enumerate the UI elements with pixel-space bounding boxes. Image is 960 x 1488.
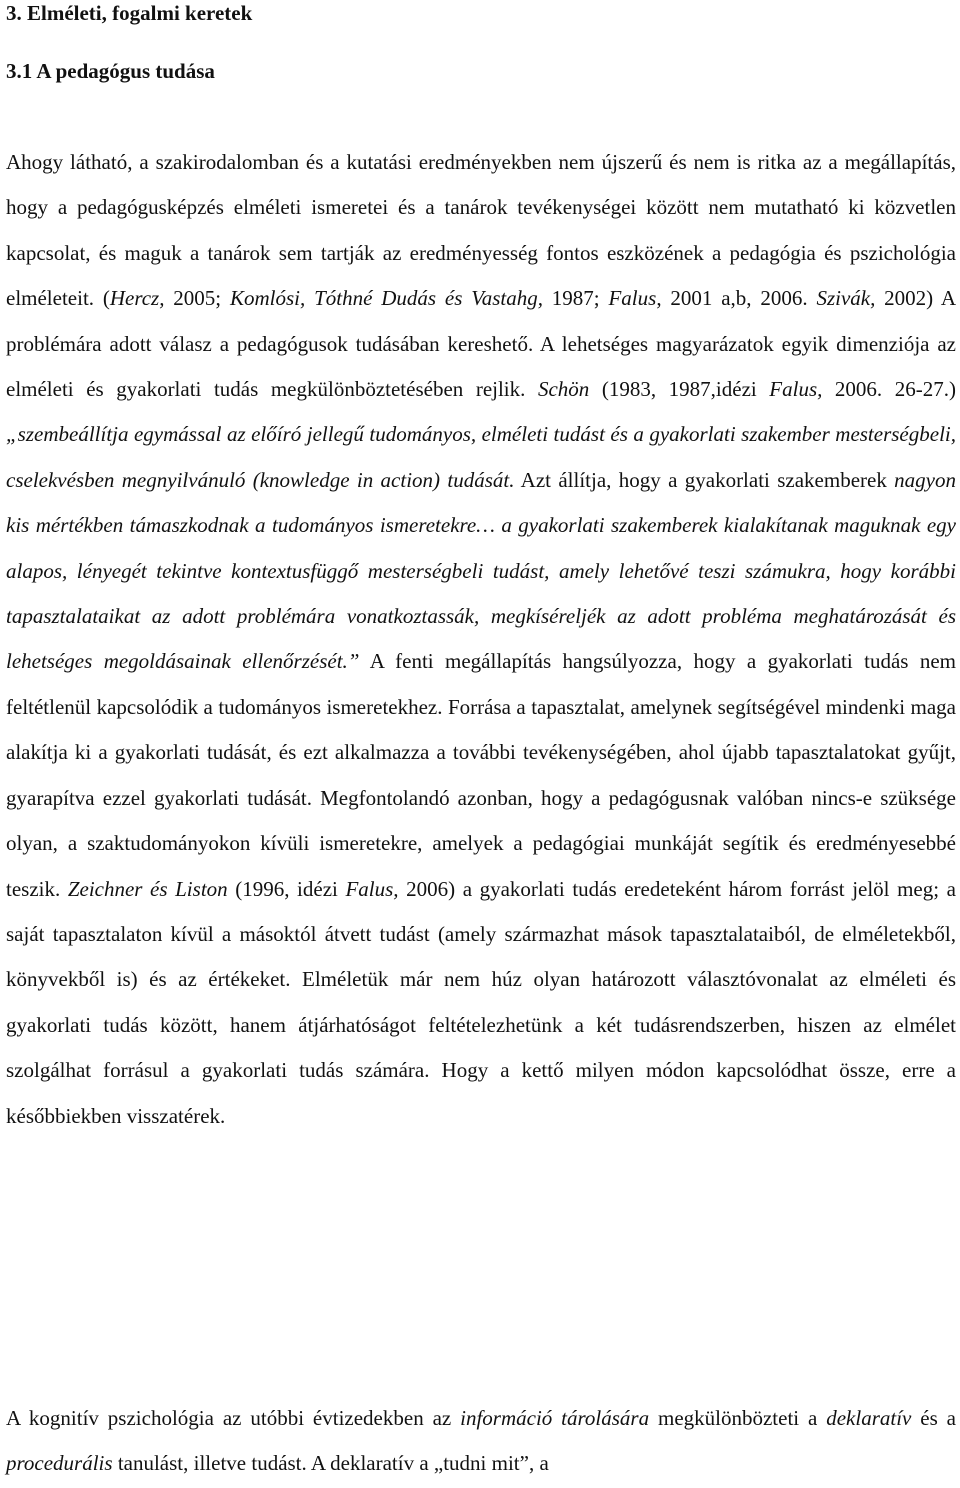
text-run: 2006) a gyakorlati tudás eredeteként három forrást jelöl meg; a saját tapasztalaton kívül a másoktól átvett tudást (amely származhat mások tapasztalataiból, de elméletekből, könyvekből is) és az értékeket. Elméletük már nem húz olyan határozott választóvonalat az elméleti és gyakorlati tudás között, hanem átjárhatóságot feltételezhetünk a két tudásrendszerben, hiszen az elmélet szolgálhat forrásul a gyakorlati tudás számára. Hogy a kettő milyen módon kapcsolódhat össze, erre a későbbiekben visszatérek.: [6, 876, 956, 1128]
citation-author: Komlósi, Tóthné Dudás és Vastahg,: [229, 286, 543, 311]
citation-author: Falus,: [345, 876, 399, 901]
text-run: és a: [911, 1406, 956, 1430]
text-run: (1996, idézi: [227, 876, 346, 901]
quotation: „szembeállítja egymással az előíró jellegű tudományos, elméleti tudást és a gyakorlati szakember mesterségbeli, cselekvésben megnyilvánuló (knowledge in action) tudását.: [6, 422, 956, 492]
text-run: , 2001 a,b, 2006.: [656, 286, 817, 311]
text-run: (1983, 1987,idézi: [589, 377, 770, 402]
text-run: tanulást, illetve tudást. A deklaratív a „tudni mit”, a: [112, 1451, 549, 1476]
text-run: A fenti megállapítás hangsúlyozza, hogy a gyakorlati tudás nem feltétlenül kapcsolódik a tudományos ismeretekhez. Forrása a tapasztalat, amelynek segítségével mindenki maga alakítja ki a gyakorlati tudását, és ezt alkalmazza a további tevékenységében, ahol újabb tapasztalatokat gyűjt, gyarapítva ezzel gyakorlati tudását. Megfontolandó azonban, hogy a pedagógusnak valóban nincs-e szüksége olyan, a szaktudományokon kívüli ismeretekre, amelyek a pedagógiai munkáját segítik és eredményesebbé teszik.: [6, 649, 956, 901]
text-run: 2002) A problémára adott válasz a pedagógusok tudásában kereshető. A lehetséges magyarázatok egyik dimenziója az elméleti és gyakorlati tudás megkülönböztetésében rejlik.: [6, 286, 957, 402]
body-paragraph-1: [6, 140, 956, 1139]
section-heading: 3.1 A pedagógus tudása: [6, 59, 215, 83]
citation-author: Szivák,: [816, 286, 876, 311]
text-run: megkülönbözteti a: [649, 1406, 827, 1430]
citation-author: Hercz,: [109, 286, 165, 311]
citation-author: Falus,: [769, 377, 823, 402]
quotation: nagyon kis mértékben támaszkodnak a tudományos ismeretekre… a gyakorlati szakemberek kialakítanak maguknak egy alapos, lényegét tekintve kontextusfüggő mesterségbeli tudást, amely lehetővé teszi számukra, hogy korábbi tapasztalataikat az adott problémára vonatkoztassák, megkíséreljék az adott probléma meghatározását és lehetséges megoldásainak ellenőrzését.”: [6, 467, 956, 674]
text-run: Ahogy látható, a szakirodalomban és a kutatási eredményekben nem újszerű és nem is ritka az a megállapítás, hogy a pedagógusképzés elméleti ismeretei és a tanárok tevékenységei között nem mutatható ki közvetlen kapcsolat, és maguk a tanárok sem tartják az eredményesség fontos eszközének a pedagógia és pszichológia elméleteit. (: [6, 150, 956, 311]
citation-author: Falus: [608, 286, 657, 311]
emphasis: procedurális: [6, 1451, 113, 1476]
text-run: 1987;: [542, 286, 609, 311]
chapter-heading: 3. Elméleti, fogalmi keretek: [6, 1, 253, 25]
text-run: A kognitív pszichológia az utóbbi évtizedekben az: [6, 1406, 461, 1430]
text-run: 2005;: [164, 286, 230, 311]
emphasis: deklaratív: [826, 1406, 912, 1430]
citation-author: Schön: [537, 377, 590, 402]
emphasis: információ tárolására: [460, 1406, 650, 1430]
body-paragraph-2: [6, 1396, 956, 1487]
citation-author: Zeichner és Liston: [67, 876, 228, 901]
text-run: 2006. 26-27.): [822, 377, 956, 402]
text-run: Azt állítja, hogy a gyakorlati szakemberek: [514, 467, 895, 492]
